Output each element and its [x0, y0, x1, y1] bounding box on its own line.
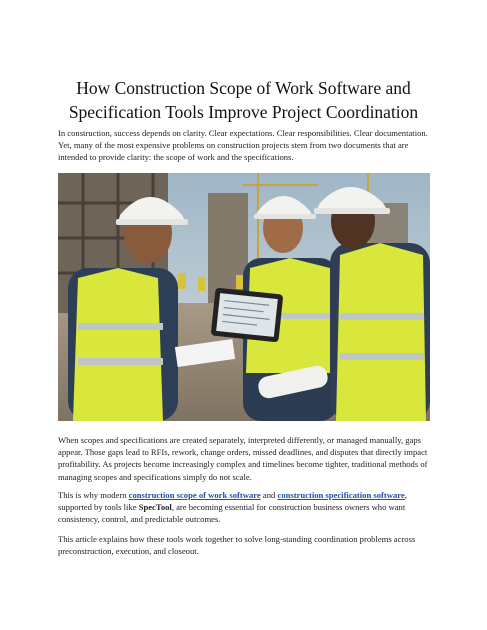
body-paragraph-2: When scopes and specifications are created separately, interpreted differently, or managed manually, gaps appear. Those gaps lead to RFIs, rework, change orders, missed deadlines, and disputes that directly impact profitability. As projects become increasingly complex and timelines become tighter, traditional methods of managing scopes and specifications simply do not scale. [58, 435, 428, 482]
photo-illustration [58, 173, 430, 421]
specification-software-link[interactable]: construction specification software [277, 490, 405, 500]
para3-text-2: and [260, 490, 278, 500]
para3-text-4: , are becoming essential for construction business owners who want consistency, control, and predictable outcomes. [58, 502, 406, 525]
construction-workers-photo [58, 173, 430, 421]
tablet-icon [211, 288, 284, 343]
intro-paragraph: In construction, success depends on clarity. Clear expectations. Clear responsibilities. Clear documentation. Yet, many of the most expensive problems on construction projects stem from two documents that are intended to provide clarity: the scope of work and the specifications. [58, 128, 428, 163]
para3-text-1: This is why modern [58, 490, 129, 500]
page-title: How Construction Scope of Work Software and Specification Tools Improve Project Coordination [68, 78, 419, 122]
spectool-brand: SpecTool [138, 502, 172, 513]
scope-of-work-software-link[interactable]: construction scope of work software [128, 490, 261, 500]
body-paragraph-3 [58, 489, 434, 526]
body-paragraph-4: This article explains how these tools work together to solve long-standing coordination problems across preconstruction, execution, and closeout. [58, 534, 416, 557]
para3-text-3: , supported by tools like [58, 490, 407, 513]
